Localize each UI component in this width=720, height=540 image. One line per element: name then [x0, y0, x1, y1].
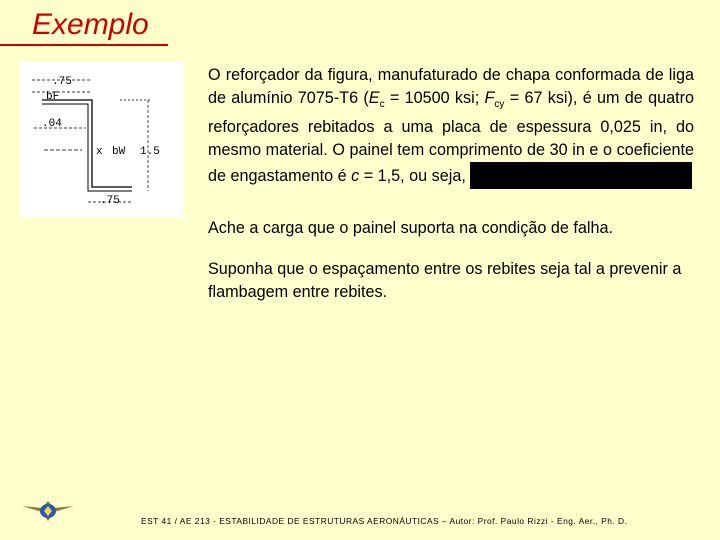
dim-top-width: .75	[52, 76, 72, 88]
dim-web: bW	[112, 146, 126, 158]
subscript-c: c	[379, 99, 385, 111]
symbol-fcy: F	[484, 89, 495, 107]
symbol-c: c	[351, 167, 360, 186]
dim-thickness: .04	[42, 118, 62, 130]
stiffener-figure	[20, 62, 183, 217]
subscript-cy: cy	[494, 99, 505, 111]
slide-title: Exemplo	[32, 8, 149, 41]
text-run: O reforçador da figura, manufaturado de chapa conformada de liga de alumínio 7075-T6 (	[208, 66, 694, 107]
footer-text: EST 41 / AE 213 - ESTABILIDADE DE ESTRUTURAS AERONÁUTICAS – Autor: Prof. Paulo Rizzi - Eng. Aer., Ph. D.	[141, 516, 628, 526]
ita-logo-icon	[20, 497, 76, 523]
problem-statement	[208, 64, 694, 189]
dim-bottom-width: .75	[100, 195, 120, 207]
symbol-ec: E	[368, 89, 380, 107]
text-run: = 10500 ksi;	[384, 89, 485, 107]
text-run: = 67 ksi), é um de quatro reforçadores rebitados a uma placa de espessura 0,025 in, do mesmo material. O painel tem comprimento de 30 in e o coeficiente de engastamento é	[208, 89, 694, 186]
text-run: = 1,5, ou seja,	[359, 167, 466, 186]
dim-flange: bF	[46, 91, 60, 103]
question-text: Ache a carga que o painel suporta na condição de falha.	[208, 219, 613, 237]
title-underline	[0, 44, 168, 46]
dim-height: 1.5	[140, 146, 160, 158]
redacted-formula	[470, 162, 692, 189]
axis-x-label: x	[96, 146, 103, 158]
stiffener-drawing	[20, 62, 183, 217]
assumption-text: Suponha que o espaçamento entre os rebites seja tal a prevenir a flambagem entre rebites.	[208, 260, 682, 301]
